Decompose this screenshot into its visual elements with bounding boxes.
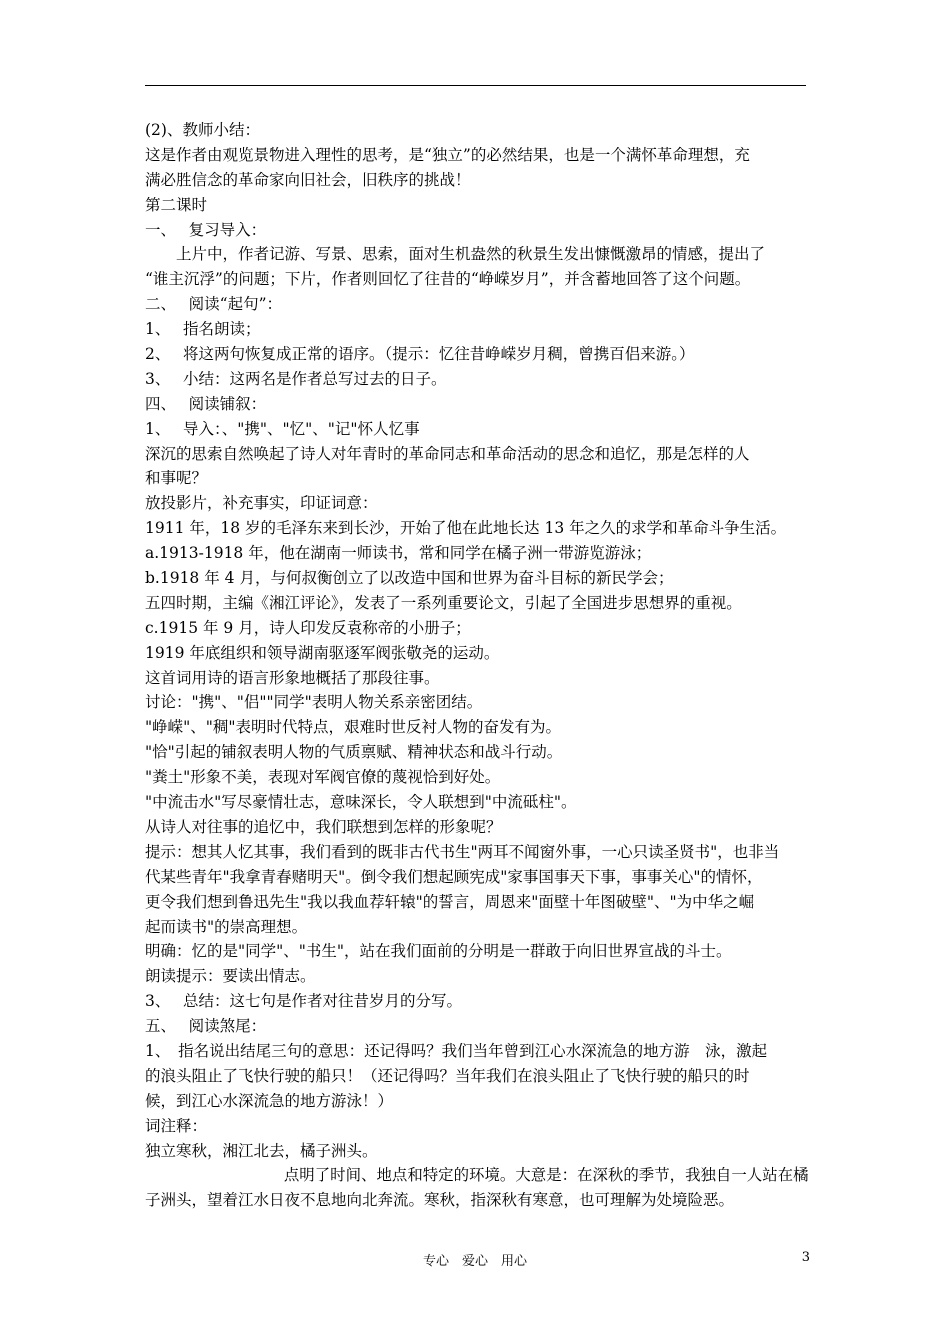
text-line: b.1918 年 4 月，与何叔衡创立了以改造中国和世界为奋斗目标的新民学会； — [145, 569, 674, 588]
text-line: 讨论："携"、"侣""同学"表明人物关系亲密团结。 — [145, 693, 483, 712]
text-line: "中流击水"写尽豪情壮志，意味深长，令人联想到"中流砥柱"。 — [145, 793, 577, 812]
text-line: 1、 指名朗读； — [145, 320, 261, 339]
text-line: 点明了时间、地点和特定的环境。大意是：在深秋的季节，我独自一人站在橘 — [145, 1166, 809, 1185]
text-line: 词注释： — [145, 1116, 208, 1135]
text-line: (2)、教师小结： — [145, 121, 260, 139]
text-line: 五、 阅读煞尾： — [145, 1017, 267, 1036]
text-line: 1、 指名说出结尾三句的意思：还记得吗？我们当年曾到江心水深流急的地方游 泳，激起 — [145, 1041, 768, 1060]
text-line: 一、 复习导入： — [145, 220, 267, 239]
text-line: 3、 总结：这七句是作者对往昔岁月的分写。 — [145, 992, 463, 1011]
text-line: 放投影片，补充事实，印证词意： — [145, 494, 378, 513]
text-line: 1、 导入：、"携"、"忆"、"记"怀人忆事 — [145, 419, 420, 438]
text-line: 第二课时 — [145, 195, 208, 214]
document-body — [145, 118, 809, 1213]
text-line: a.1913-1918 年，他在湖南一师读书，常和同学在橘子洲一带游览游泳； — [145, 544, 652, 563]
text-line: 代某些青年"我拿青春赌明天"。倒令我们想起顾宪成"家事国事天下事，事事关心"的情怀， — [145, 867, 763, 886]
text-line: 候，到江心水深流急的地方游泳！） — [145, 1091, 394, 1110]
text-line: 1911 年，18 岁的毛泽东来到长沙，开始了他在此地长达 13 年之久的求学和革命斗争生活。 — [145, 519, 787, 538]
text-line: 明确：忆的是"同学"、"书生"，站在我们面前的分明是一群敢于向旧世界宣战的斗士。 — [145, 942, 732, 961]
page-number: 3 — [801, 1250, 810, 1265]
text-line: 提示：想其人忆其事，我们看到的既非古代书生"两耳不闻窗外事，一心只读圣贤书"，也非当 — [145, 842, 780, 861]
text-line: 1919 年底组织和领导湖南驱逐军阀张敬尧的运动。 — [145, 643, 500, 662]
text-line: "恰"引起的铺叙表明人物的气质禀赋、精神状态和战斗行动。 — [145, 743, 563, 762]
text-line: 的浪头阻止了飞快行驶的船只！（还记得吗？当年我们在浪头阻止了飞快行驶的船只的时 — [145, 1066, 750, 1085]
text-line: 2、 将这两句恢复成正常的语序。（提示：忆往昔峥嵘岁月稠，曾携百侣来游。） — [145, 345, 695, 364]
text-line: "粪土"形象不美，表现对军阀官僚的蔑视恰到好处。 — [145, 768, 501, 787]
text-line: 从诗人对往事的追忆中，我们联想到怎样的形象呢？ — [145, 817, 502, 836]
text-line: c.1915 年 9 月，诗人印发反袁称帝的小册子； — [145, 618, 471, 637]
text-line: 深沉的思索自然唤起了诗人对年青时的革命同志和革命活动的思念和追忆，那是怎样的人 — [145, 444, 750, 463]
text-line: 3、 小结：这两名是作者总写过去的日子。 — [145, 369, 447, 388]
text-line: 独立寒秋，湘江北去，橘子洲头。 — [145, 1141, 378, 1160]
text-line: 起而读书"的崇高理想。 — [145, 917, 308, 936]
text-line: 上片中，作者记游、写景、思索，面对生机盎然的秋景生发出慷慨激昂的情感，提出了 — [145, 245, 766, 264]
footer-motto: 专心 爱心 用心 — [422, 1254, 527, 1269]
text-line: "峥嵘"、"稠"表明时代特点，艰难时世反衬人物的奋发有为。 — [145, 718, 562, 737]
header-rule — [145, 85, 806, 86]
text-line: “谁主沉浮”的问题；下片，作者则回忆了往昔的“峥嵘岁月”，并含蓄地回答了这个问题。 — [145, 270, 751, 289]
text-line: 和事呢？ — [145, 469, 208, 488]
text-line: 朗读提示：要读出情志。 — [145, 967, 316, 986]
text-line: 这首词用诗的语言形象地概括了那段往事。 — [145, 668, 440, 687]
text-line: 五四时期，主编《湘江评论》，发表了一系列重要论文，引起了全国进步思想界的重视。 — [145, 593, 742, 612]
text-line: 二、 阅读“起句”： — [145, 295, 283, 314]
text-line: 更令我们想到鲁迅先生"我以我血荐轩辕"的誓言，周恩来"面壁十年图破壁"、"为中华之崛 — [145, 892, 755, 911]
text-line: 子洲头，望着江水日夜不息地向北奔流。寒秋，指深秋有寒意，也可理解为处境险恶。 — [145, 1191, 735, 1210]
text-line: 四、 阅读铺叙： — [145, 394, 267, 413]
text-line: 这是作者由观览景物进入理性的思考，是“独立”的必然结果，也是一个满怀革命理想，充 — [145, 145, 750, 164]
text-line: 满必胜信念的革命家向旧社会，旧秩序的挑战！ — [145, 170, 471, 189]
